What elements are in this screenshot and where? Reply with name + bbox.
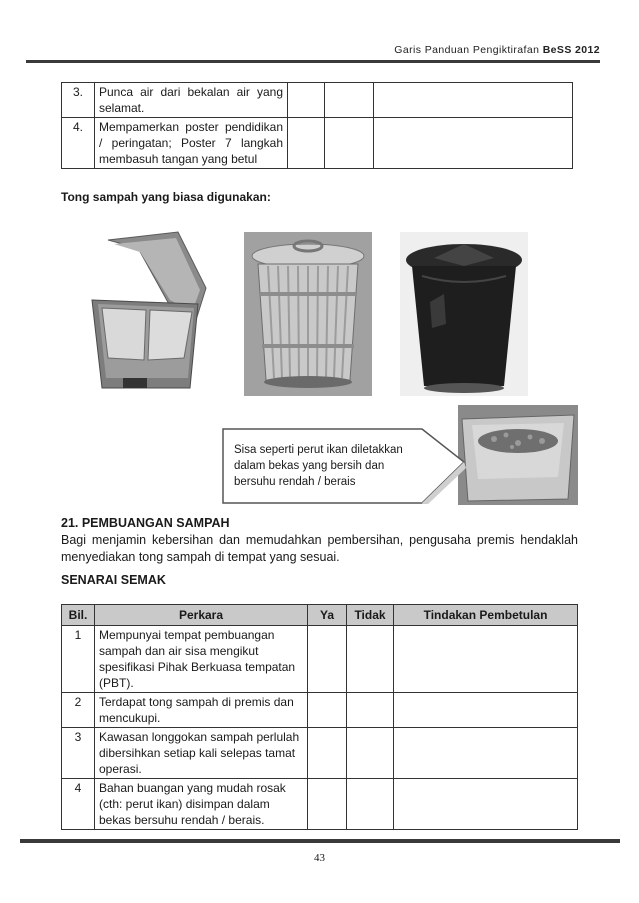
header-bil: Bil. <box>62 605 95 626</box>
table-row <box>62 779 578 830</box>
ya-cell <box>308 626 347 693</box>
header-title: Garis Panduan Pengiktirafan <box>394 44 540 56</box>
header-tindakan: Tindakan Pembetulan <box>394 605 578 626</box>
table-header-row <box>62 605 578 626</box>
fish-waste-photo <box>458 405 578 505</box>
metal-dustbin-photo <box>244 232 372 396</box>
table-row <box>62 83 573 118</box>
tindakan-cell <box>374 118 573 169</box>
header-perkara: Perkara <box>95 605 308 626</box>
header-tidak: Tidak <box>347 605 394 626</box>
top-checklist-table <box>61 82 573 169</box>
header-ya: Ya <box>308 605 347 626</box>
table-row <box>62 693 578 728</box>
section-body: Bagi menjamin kebersihan dan memudahkan pembersihan, pengusaha premis hendaklah menyediakan tong sampah di tempat yang sesuai. <box>61 533 578 564</box>
checklist-table <box>61 604 578 830</box>
row-number: 4. <box>62 118 95 169</box>
header-brand: BeSS 2012 <box>542 44 600 56</box>
tindakan-cell <box>394 728 578 779</box>
row-text: Punca air dari bekalan air yang selamat. <box>95 83 288 118</box>
callout-box <box>222 428 467 504</box>
ya-cell <box>308 693 347 728</box>
row-perkara: Terdapat tong sampah di premis dan mencukupi. <box>95 693 308 728</box>
footer-rule <box>20 839 620 843</box>
bins-caption: Tong sampah yang biasa digunakan: <box>61 190 271 204</box>
section-title: 21. PEMBUANGAN SAMPAH <box>61 516 230 530</box>
page-header <box>0 44 600 56</box>
ya-cell <box>288 118 325 169</box>
header-rule <box>26 60 600 63</box>
row-number: 3. <box>62 83 95 118</box>
tidak-cell <box>347 693 394 728</box>
row-perkara: Kawasan longgokan sampah perlulah dibersihkan setiap kali selepas tamat operasi. <box>95 728 308 779</box>
tindakan-cell <box>394 693 578 728</box>
page-number: 43 <box>314 852 325 864</box>
row-text: Mempamerkan poster pendidikan / peringatan; Poster 7 langkah membasuh tangan yang betul <box>95 118 288 169</box>
tindakan-cell <box>394 779 578 830</box>
ya-cell <box>308 779 347 830</box>
ya-cell <box>288 83 325 118</box>
tidak-cell <box>347 779 394 830</box>
tidak-cell <box>325 118 374 169</box>
tidak-cell <box>347 728 394 779</box>
row-number: 1 <box>62 626 95 693</box>
row-number: 4 <box>62 779 95 830</box>
tindakan-cell <box>374 83 573 118</box>
tidak-cell <box>325 83 374 118</box>
ya-cell <box>308 728 347 779</box>
table-row <box>62 118 573 169</box>
tindakan-cell <box>394 626 578 693</box>
tidak-cell <box>347 626 394 693</box>
row-number: 3 <box>62 728 95 779</box>
table-row <box>62 728 578 779</box>
table-row <box>62 626 578 693</box>
row-number: 2 <box>62 693 95 728</box>
section-subtitle: SENARAI SEMAK <box>61 573 166 587</box>
row-perkara: Mempunyai tempat pembuangan sampah dan air sisa mengikut spesifikasi Pihak Berkuasa tempatan (PBT). <box>95 626 308 693</box>
callout-text: Sisa seperti perut ikan diletakkan dalam bekas yang bersih dan bersuhu rendah / berais <box>234 444 403 488</box>
plastic-bin-photo <box>400 232 528 396</box>
row-perkara: Bahan buangan yang mudah rosak (cth: perut ikan) disimpan dalam bekas bersuhu rendah / berais. <box>95 779 308 830</box>
pedal-bin-photo <box>78 228 218 400</box>
